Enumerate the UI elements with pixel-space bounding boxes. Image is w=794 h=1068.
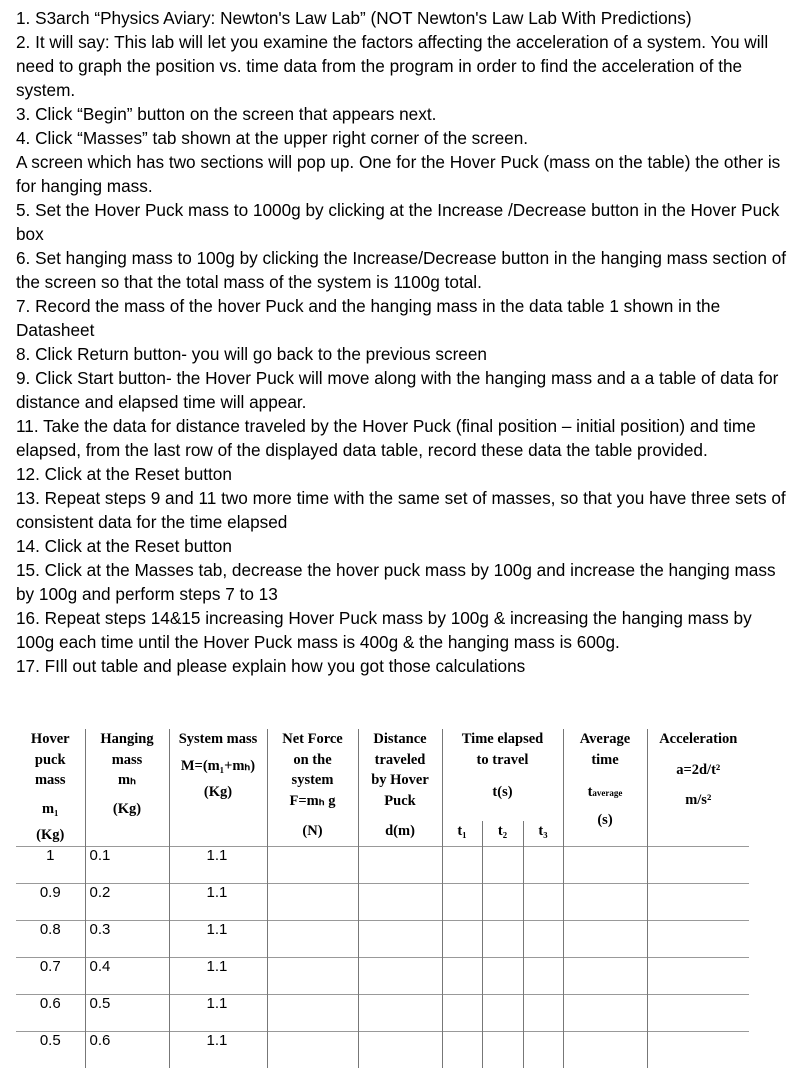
cell-t2: [482, 883, 523, 920]
step-14: 14. Click at the Reset button: [16, 536, 232, 556]
cell-distance: [358, 846, 442, 883]
step-9: 9. Click Start button- the Hover Puck will move along with the hanging mass and a a table of data for distance and elapsed time will appear.: [16, 368, 779, 412]
cell-average-time: [563, 994, 647, 1031]
cell-hanging-mass: 0.5: [85, 994, 169, 1031]
step-5: 5. Set the Hover Puck mass to 1000g by clicking at the Increase /Decrease button in the Hover Puck box: [16, 200, 780, 244]
cell-hanging-mass: 0.3: [85, 920, 169, 957]
cell-average-time: [563, 883, 647, 920]
header-system-line: (Kg): [203, 784, 233, 800]
cell-hover-mass: 0.8: [16, 920, 85, 957]
cell-distance: [358, 883, 442, 920]
header-distance-line: d(m): [385, 823, 415, 839]
header-avg-sym: t: [587, 784, 593, 800]
cell-average-time: [563, 1031, 647, 1068]
cell-t2: [482, 994, 523, 1031]
header-accel-line: Acceleration: [659, 731, 738, 747]
cell-average-time: [563, 920, 647, 957]
header-t3: t₃: [523, 821, 563, 846]
step-15: 15. Click at the Masses tab, decrease the hover puck mass by 100g and increase the hanging mass by 100g and perform steps 7 to 13: [16, 560, 776, 604]
cell-t2: [482, 920, 523, 957]
cell-t2: [482, 846, 523, 883]
table-row: [16, 920, 749, 957]
cell-t2: [482, 957, 523, 994]
header-hover-line: mass: [34, 772, 66, 788]
table-header-row: [16, 729, 749, 821]
header-hover-line: m₁: [42, 800, 59, 817]
header-time-line: Time elapsed: [461, 731, 544, 747]
header-net-force: [267, 729, 358, 846]
header-hover-line: Hover: [30, 731, 70, 747]
header-netforce-line: (N): [302, 823, 323, 839]
header-hanging-line: mₕ: [118, 772, 136, 788]
step-8: 8. Click Return button- you will go back to the previous screen: [16, 344, 487, 364]
cell-net-force: [267, 994, 358, 1031]
cell-hover-mass: 0.7: [16, 957, 85, 994]
step-11: 11. Take the data for distance traveled by the Hover Puck (final position – initial position) and time elapsed, from the last row of the displayed data table, record these data the table provided.: [16, 416, 756, 460]
step-16: 16. Repeat steps 14&15 increasing Hover Puck mass by 100g & increasing the hanging mass by 100g each time until the Hover Puck mass is 400g & the hanging mass is 600g.: [16, 608, 752, 652]
cell-hover-mass: 0.5: [16, 1031, 85, 1068]
header-hover-line: puck: [34, 751, 66, 768]
cell-net-force: [267, 883, 358, 920]
header-average-line: time: [591, 751, 619, 768]
step-1: 1. S3arch “Physics Aviary: Newton's Law Lab” (NOT Newton's Law Lab With Predictions): [16, 8, 692, 28]
header-average-time: [563, 729, 647, 846]
step-6: 6. Set hanging mass to 100g by clicking the Increase/Decrease button in the hanging mass section of the screen so that the total mass of the system is 1100g total.: [16, 248, 787, 292]
data-table: [16, 729, 749, 1068]
header-hover-line: (Kg): [36, 827, 65, 843]
cell-t1: [442, 846, 482, 883]
cell-net-force: [267, 846, 358, 883]
header-netforce-line: on the: [293, 751, 332, 768]
header-netforce-line: Net Force: [282, 731, 343, 747]
cell-system-mass: 1.1: [169, 846, 267, 883]
cell-distance: [358, 1031, 442, 1068]
cell-average-time: [563, 957, 647, 994]
cell-hover-mass: 0.9: [16, 883, 85, 920]
step-4: 4. Click “Masses” tab shown at the upper right corner of the screen.: [16, 128, 529, 148]
table-row: [16, 957, 749, 994]
header-average-unit: (s): [597, 811, 613, 828]
header-distance-line: by Hover: [371, 772, 429, 788]
header-system-mass: [169, 729, 267, 846]
cell-acceleration: [647, 994, 749, 1031]
cell-net-force: [267, 957, 358, 994]
cell-t1: [442, 883, 482, 920]
cell-hover-mass: 0.6: [16, 994, 85, 1031]
header-t1: t₁: [442, 821, 482, 846]
header-system-line: M=(m₁+mₕ): [180, 757, 256, 774]
table-row: [16, 994, 749, 1031]
cell-system-mass: 1.1: [169, 920, 267, 957]
cell-system-mass: 1.1: [169, 1031, 267, 1068]
table-row: [16, 883, 749, 920]
header-distance: [358, 729, 442, 846]
cell-t3: [523, 920, 563, 957]
header-acceleration: [647, 729, 749, 846]
cell-distance: [358, 957, 442, 994]
cell-acceleration: [647, 957, 749, 994]
cell-system-mass: 1.1: [169, 957, 267, 994]
header-distance-line: Distance: [373, 731, 427, 747]
cell-distance: [358, 994, 442, 1031]
step-3: 3. Click “Begin” button on the screen that appears next.: [16, 104, 437, 124]
header-distance-line: Puck: [384, 792, 416, 809]
header-accel-line: a=2d/t²: [676, 761, 721, 778]
cell-system-mass: 1.1: [169, 994, 267, 1031]
header-hanging-line: (Kg): [112, 800, 142, 817]
header-hanging-line: mass: [111, 751, 143, 768]
header-time-line: t(s): [492, 784, 513, 800]
header-system-line: System mass: [178, 731, 258, 747]
header-avg-sub: average: [592, 788, 623, 798]
step-17: 17. FIll out table and please explain how you got those calculations: [16, 656, 526, 676]
step-13: 13. Repeat steps 9 and 11 two more time with the same set of masses, so that you have three sets of consistent data for the time elapsed: [16, 488, 786, 532]
cell-t1: [442, 1031, 482, 1068]
header-accel-line: m/s²: [685, 792, 712, 808]
header-t2: t₂: [482, 821, 523, 846]
header-hover-puck: [16, 729, 85, 846]
cell-distance: [358, 920, 442, 957]
header-average-line: Average: [579, 731, 631, 747]
cell-t1: [442, 920, 482, 957]
cell-acceleration: [647, 883, 749, 920]
cell-t3: [523, 1031, 563, 1068]
cell-t3: [523, 994, 563, 1031]
header-time-elapsed: [442, 729, 563, 821]
cell-hover-mass: 1: [16, 846, 85, 883]
cell-hanging-mass: 0.1: [85, 846, 169, 883]
cell-t3: [523, 846, 563, 883]
header-distance-line: traveled: [374, 751, 426, 768]
cell-t3: [523, 957, 563, 994]
step-2: 2. It will say: This lab will let you examine the factors affecting the acceleration of a system. You will need to graph the position vs. time data from the program in order to find the acceleration of the system.: [16, 32, 769, 100]
instructions-list: [16, 6, 788, 678]
step-note: A screen which has two sections will pop up. One for the Hover Puck (mass on the table) the other is for hanging mass.: [16, 152, 781, 196]
cell-t1: [442, 994, 482, 1031]
cell-hanging-mass: 0.4: [85, 957, 169, 994]
cell-acceleration: [647, 920, 749, 957]
step-7: 7. Record the mass of the hover Puck and the hanging mass in the data table 1 shown in the Datasheet: [16, 296, 721, 340]
cell-net-force: [267, 920, 358, 957]
header-hanging-line: Hanging: [100, 731, 154, 747]
cell-net-force: [267, 1031, 358, 1068]
header-time-line: to travel: [476, 751, 529, 768]
cell-acceleration: [647, 1031, 749, 1068]
cell-t3: [523, 883, 563, 920]
header-average-symbol: [564, 782, 647, 804]
cell-system-mass: 1.1: [169, 883, 267, 920]
table-row: [16, 846, 749, 883]
header-hanging-mass: [85, 729, 169, 846]
header-netforce-line: system: [291, 772, 334, 788]
cell-hanging-mass: 0.6: [85, 1031, 169, 1068]
cell-average-time: [563, 846, 647, 883]
cell-acceleration: [647, 846, 749, 883]
step-12: 12. Click at the Reset button: [16, 464, 232, 484]
cell-hanging-mass: 0.2: [85, 883, 169, 920]
cell-t2: [482, 1031, 523, 1068]
table-row: [16, 1031, 749, 1068]
cell-t1: [442, 957, 482, 994]
header-netforce-line: F=mₕ g: [289, 792, 336, 809]
